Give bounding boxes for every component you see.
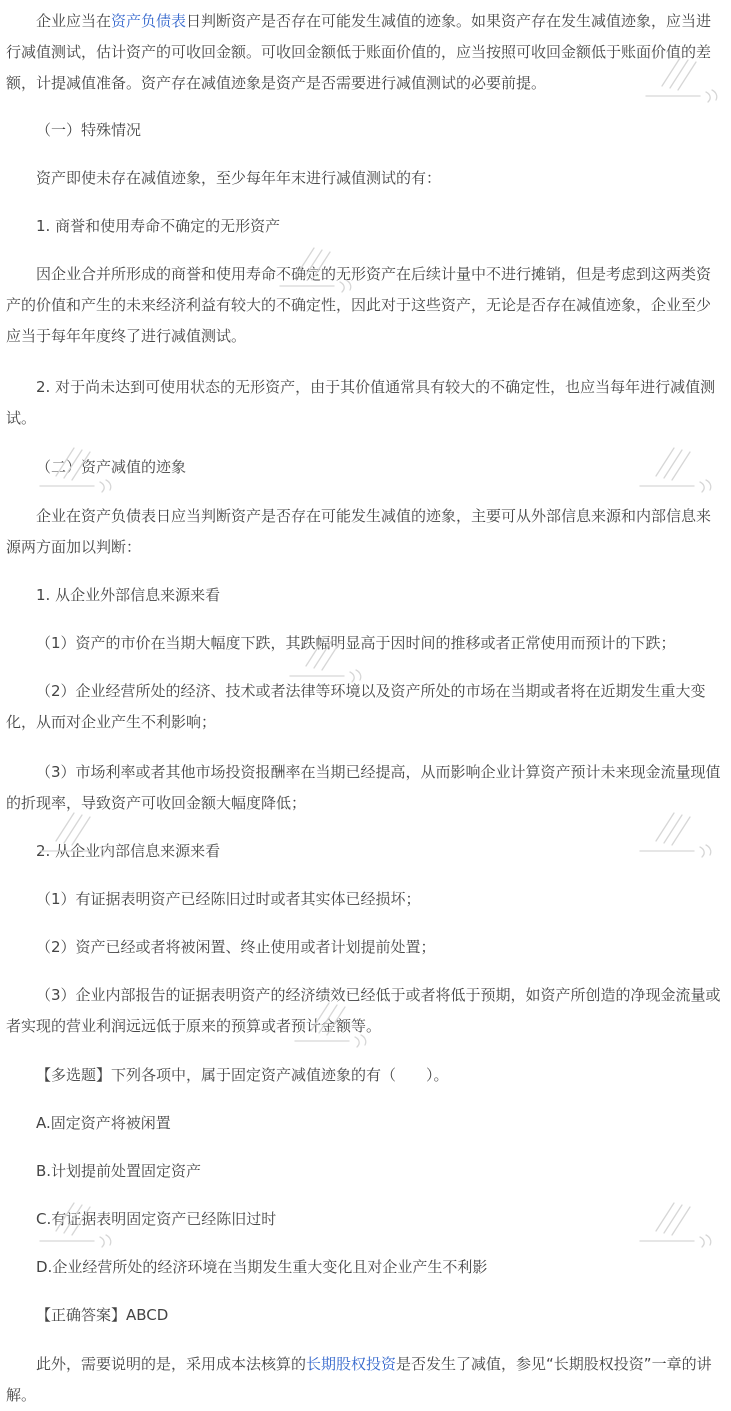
paragraph-text: （2）企业经营所处的经济、技术或者法律等环境以及资产所处的市场在当期或者将在近期发生重大变化，从而对企业产生不利影响； bbox=[6, 682, 706, 731]
paragraph-indicators-intro bbox=[6, 501, 724, 563]
question-stem bbox=[6, 1060, 724, 1091]
paragraph-text: 2. 对于尚未达到可使用状态的无形资产，由于其价值通常具有较大的不确定性，也应当每年进行减值测试。 bbox=[6, 378, 716, 427]
paragraph-text: 【多选题】下列各项中，属于固定资产减值迹象的有（ ）。 bbox=[36, 1066, 449, 1084]
internal-item-2 bbox=[6, 932, 724, 963]
option-b bbox=[6, 1156, 724, 1187]
paragraph-text: 日判断资产是否存在可能发生减值的迹象。如果资产存在发生减值迹象，应当进行减值测试，估计资产的可收回金额。可收回金额低于账面价值的，应当按照可收回金额低于账面价值的差额，计提减值准备。资产存在减值迹象是资产是否需要进行减值测试的必要前提。 bbox=[6, 12, 712, 92]
paragraph-text: （二）资产减值的迹象 bbox=[36, 458, 187, 476]
intro-paragraph bbox=[6, 6, 724, 99]
paragraph-text: 2. 从企业内部信息来源来看 bbox=[36, 842, 221, 860]
paragraph-text: 企业应当在 bbox=[36, 12, 112, 30]
paragraph-text: 【正确答案】ABCD bbox=[36, 1306, 169, 1324]
inline-link[interactable]: 资产负债表 bbox=[111, 12, 187, 30]
paragraph-text: B.计划提前处置固定资产 bbox=[36, 1162, 202, 1180]
paragraph-annual-test bbox=[6, 163, 724, 194]
paragraph-text: 1. 从企业外部信息来源来看 bbox=[36, 586, 221, 604]
paragraph-text: （3）企业内部报告的证据表明资产的经济绩效已经低于或者将低于预期，如资产所创造的净现金流量或者实现的营业利润远远低于原来的预算或者预计金额等。 bbox=[6, 986, 721, 1035]
paragraph-text: （一）特殊情况 bbox=[36, 121, 142, 139]
paragraph-text: （1）有证据表明资产已经陈旧过时或者其实体已经损坏； bbox=[36, 890, 421, 908]
list-item-goodwill bbox=[6, 211, 724, 242]
subheading-internal bbox=[6, 836, 724, 867]
paragraph-text: 1. 商誉和使用寿命不确定的无形资产 bbox=[36, 217, 281, 235]
option-d bbox=[6, 1252, 724, 1283]
external-item-2 bbox=[6, 676, 724, 738]
paragraph-text: 资产即使未存在减值迹象，至少每年年末进行减值测试的有： bbox=[36, 169, 442, 187]
internal-item-3 bbox=[6, 980, 724, 1042]
section-heading-special bbox=[6, 115, 724, 146]
paragraph-text: 因企业合并所形成的商誉和使用寿命不确定的无形资产在后续计量中不进行摊销，但是考虑到这两类资产的价值和产生的未来经济利益有较大的不确定性，因此对于这些资产，无论是否存在减值迹象，企业至少应当于每年年度终了进行减值测试。 bbox=[6, 265, 712, 345]
paragraph-text: （2）资产已经或者将被闲置、终止使用或者计划提前处置； bbox=[36, 938, 436, 956]
paragraph-text: A.固定资产将被闲置 bbox=[36, 1114, 171, 1132]
paragraph-text: D.企业经营所处的经济环境在当期发生重大变化且对企业产生不利影 bbox=[36, 1258, 488, 1276]
inline-link[interactable]: 长期股权投资 bbox=[306, 1355, 397, 1373]
option-c bbox=[6, 1204, 724, 1235]
subheading-external bbox=[6, 580, 724, 611]
paragraph-text: 企业在资产负债表日应当判断资产是否存在可能发生减值的迹象，主要可从外部信息来源和内部信息来源两方面加以判断： bbox=[6, 507, 712, 556]
paragraph-text: 是否发生了减值，参见“长期股权投资”一章的讲解。 bbox=[6, 1355, 712, 1404]
paragraph-text: （1）资产的市价在当期大幅度下跌，其跌幅明显高于因时间的推移或者正常使用而预计的下跌； bbox=[36, 634, 676, 652]
paragraph-goodwill-detail bbox=[6, 259, 724, 352]
external-item-1 bbox=[6, 628, 724, 659]
external-item-3 bbox=[6, 757, 724, 819]
list-item-intangible bbox=[6, 372, 724, 434]
paragraph-text: （3）市场利率或者其他市场投资报酬率在当期已经提高，从而影响企业计算资产预计未来现金流量现值的折现率，导致资产可收回金额大幅度降低； bbox=[6, 763, 721, 812]
paragraph-text: 此外，需要说明的是，采用成本法核算的 bbox=[36, 1355, 307, 1373]
paragraph-text: C.有证据表明固定资产已经陈旧过时 bbox=[36, 1210, 277, 1228]
closing-paragraph bbox=[6, 1349, 724, 1411]
section-heading-indicators bbox=[6, 452, 724, 483]
correct-answer bbox=[6, 1300, 724, 1331]
option-a bbox=[6, 1108, 724, 1139]
internal-item-1 bbox=[6, 884, 724, 915]
